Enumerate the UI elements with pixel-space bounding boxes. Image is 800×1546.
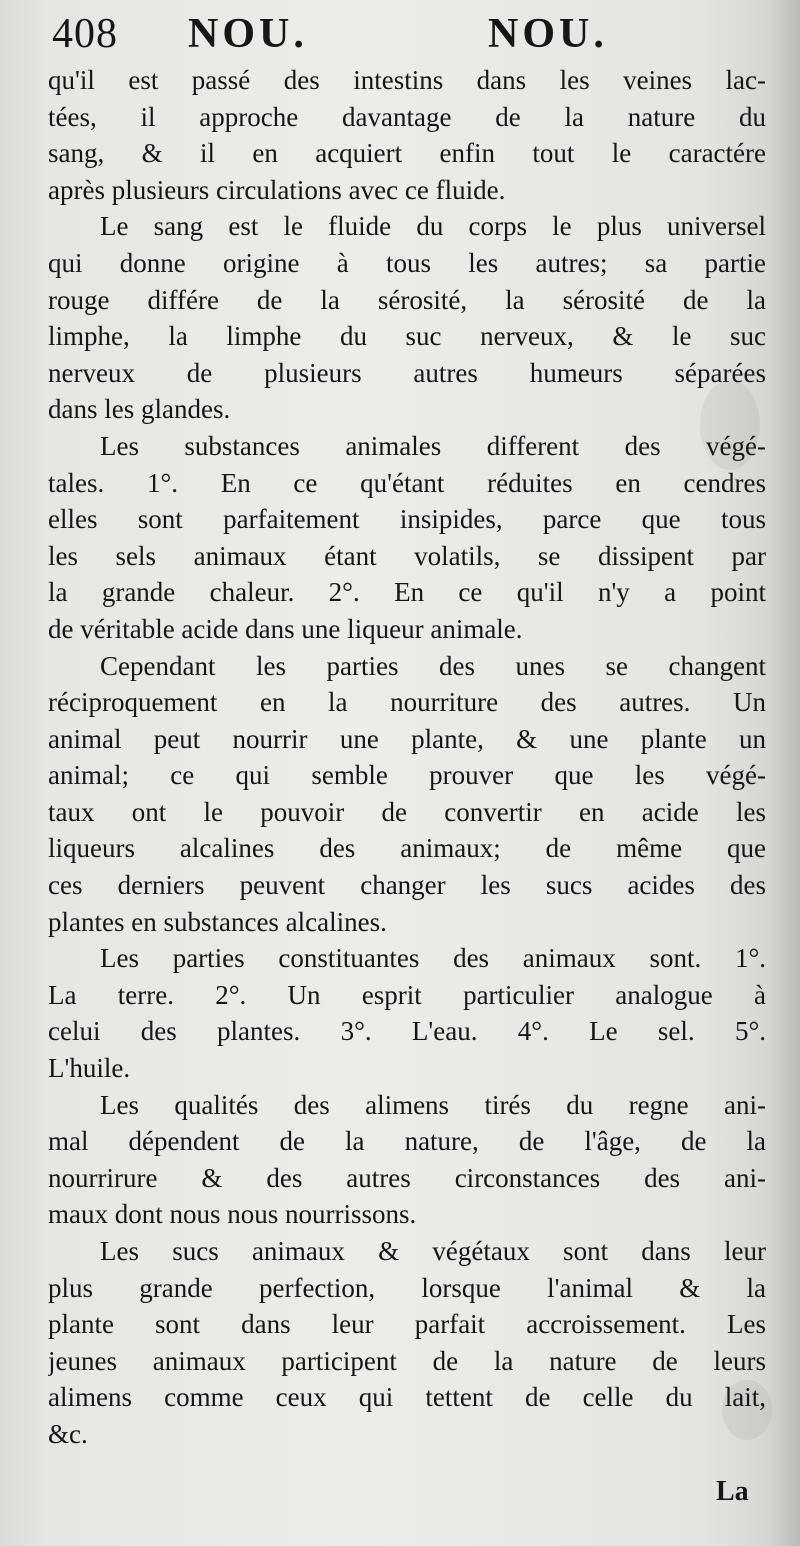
text-line: nourrirure & des autres circonstances des ani- — [48, 1162, 766, 1193]
paragraph — [48, 1087, 766, 1233]
text-line: qu'il est passé des intestins dans les veines lac- — [48, 65, 766, 95]
text-line: L'huile. — [48, 1053, 131, 1084]
text-line: maux dont nous nous nourrissons. — [48, 1199, 417, 1230]
paragraph — [48, 1233, 766, 1453]
text-line: animal; ce qui semble prouver que les végé- — [48, 760, 766, 791]
left-heading: NOU. — [188, 11, 308, 57]
paragraph — [48, 62, 766, 208]
text-line: taux ont le pouvoir de convertir en acide les — [48, 796, 766, 827]
text-line: La terre. 2°. Un esprit particulier analogue à — [48, 979, 766, 1010]
text-line: de véritable acide dans une liqueur animale. — [48, 613, 523, 644]
right-heading: NOU. — [488, 11, 608, 57]
text-line: Cependant les parties des unes se changent — [100, 650, 766, 681]
text-line: plus grande perfection, lorsque l'animal & la — [48, 1272, 766, 1303]
paragraph — [48, 208, 766, 428]
text-line: liqueurs alcalines des animaux; de même que — [48, 833, 766, 864]
text-line: Les qualités des alimens tirés du regne ani- — [100, 1089, 766, 1120]
page-number: 408 — [52, 11, 118, 57]
text-line: sang, & il en acquiert enfin tout le caractére — [48, 138, 766, 169]
text-line: Les sucs animaux & végétaux sont dans leur — [100, 1236, 766, 1266]
text-line: mal dépendent de la nature, de l'âge, de la — [48, 1126, 766, 1157]
page-edge-shadow — [766, 0, 800, 1546]
text-line: elles sont parfaitement insipides, parce que tous — [48, 504, 766, 535]
running-head — [52, 8, 652, 60]
catchword: La — [716, 1476, 749, 1507]
text-line: plantes en substances alcalines. — [48, 906, 387, 937]
text-line: nerveux de plusieurs autres humeurs séparées — [48, 357, 766, 388]
text-line: Les parties constituantes des animaux sont. 1°. — [100, 943, 766, 974]
paragraph — [48, 648, 766, 941]
text-line: animal peut nourrir une plante, & une plante un — [48, 723, 766, 754]
text-line: dans les glandes. — [48, 394, 231, 425]
body-text — [48, 62, 766, 1453]
text-line: ces derniers peuvent changer les sucs acides des — [48, 870, 766, 901]
text-line: limphe, la limphe du suc nerveux, & le suc — [48, 321, 766, 352]
text-line: Le sang est le fluide du corps le plus universel — [100, 211, 766, 242]
text-line: plante sont dans leur parfait accroissement. Les — [48, 1309, 766, 1340]
text-line: réciproquement en la nourriture des autres. Un — [48, 687, 766, 718]
text-line: tales. 1°. En ce qu'étant réduites en cendres — [48, 467, 766, 498]
text-line: alimens comme ceux qui tettent de celle du lait, — [48, 1382, 766, 1413]
text-line: après plusieurs circulations avec ce fluide. — [48, 174, 506, 205]
paragraph — [48, 940, 766, 1086]
text-line: &c. — [48, 1418, 88, 1449]
text-line: la grande chaleur. 2°. En ce qu'il n'y a point — [48, 577, 766, 608]
text-line: jeunes animaux participent de la nature de leurs — [48, 1345, 766, 1376]
paragraph — [48, 428, 766, 648]
text-line: les sels animaux étant volatils, se dissipent par — [48, 540, 766, 571]
text-line: Les substances animales different des végé- — [100, 430, 766, 461]
text-line: celui des plantes. 3°. L'eau. 4°. Le sel. 5°. — [48, 1016, 766, 1047]
text-line: qui donne origine à tous les autres; sa partie — [48, 247, 766, 278]
text-line: rouge différe de la sérosité, la sérosité de la — [48, 284, 766, 315]
text-line: tées, il approche davantage de la nature du — [48, 101, 766, 132]
